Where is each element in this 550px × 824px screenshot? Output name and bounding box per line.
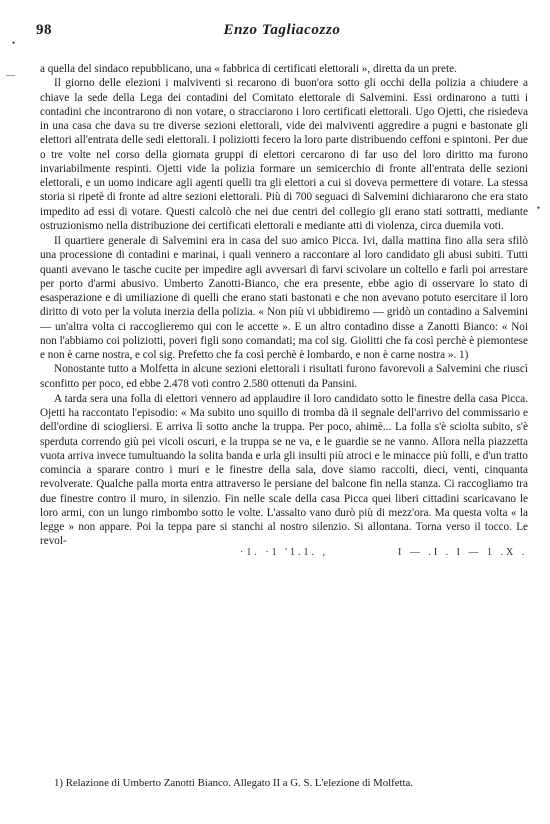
paragraph-results: Nonostante tutto a Molfetta in alcune sezioni elettorali i risultati furono favorevoli a Salvemini che riuscì sconfitto per poco, ed ebbe 2.478 voti contro 2.580 ottenuti da Pansini.	[40, 363, 528, 390]
margin-mark-right: •	[536, 203, 540, 213]
footnote: 1) Relazione di Umberto Zanotti Bianco. Allegato II a G. S. L'elezione di Molfetta.	[54, 777, 414, 789]
paragraph-continuation: a quella del sindaco repubblicano, una « fabbrica di certificati elettorali », diretta da un prete.	[40, 63, 457, 75]
paragraph-late-evening: A tarda sera una folla di elettori vennero ad applaudire il loro candidato sotto le finestre della casa Picca. Ojetti ha raccontato l'episodio: « Ma subito uno squillo di tromba dà il segnale dell'arrivo del commissario e dell'ordine di sciogliersi. E arriva lì sotto anche la truppa. Per poco, ahimè... La folla s'è sciolta subito, s'è sperduta correndo giù pei vicoli oscuri, e la truppa se ne va, e le guardie se ne vanno. Allora nella piazzetta vuota arriva invece tumultuando la solita banda e urla gli insulti più atroci e le minacce più folli, e d'un tratto comincia a sparare contro i muri e le finestre della sala, dove siamo raccolti, dieci, venti, cinquanta revolverate. Qualche palla morta entra attraverso le persiane del balcone fin nella stanza. Ci raccogliamo tra due finestre contro il muro, in silenzio. Fin nelle scale della casa Picca quei liberi cittadini scaricavano le loro armi, con un lungo rimbombo sotto le volte. L'assalto vano durò più di mezz'ora. Ma questa volta « la legge » non appare. Poi la teppa pare si stanchi al nostro silenzio. Si allontana. Torna verso il tocco. Le revol-	[40, 392, 528, 548]
running-head: Enzo Tagliacozzo	[223, 22, 341, 38]
body-text	[40, 62, 528, 549]
paragraph-headquarters: Il quartiere generale di Salvemini era in casa del suo amico Picca. Ivi, dalla mattina fino alla sera sfilò una processione di contadini e marinai, i quali vennero a raccontare al loro candidato gli abusi subiti. Tutti quanti avevano le tasche cucite per impedire agli avversari di farvi scivolare un coltello e farli poi arrestare per porto d'armi abusivo. Umberto Zanotti-Bianco, che era presente, ebbe agio di osservare lo stato di esasperazione e di umiliazione di quelli che erano stati bastonati e che non avevano potuto esercitare il loro diritto di voto per la voluta inerzia della polizia. « Non più vi ubbidiremo — gridò un contadino a Salvemini — un'altra volta ci raccoglieremo qui con le accette ». E un altro contadino disse a Zanotti Bianco: « Noi non l'abbiamo coi poliziotti, poveri figli sono comandati; ma col sig. Giolitti che fa così perchè è piemontese e non è carne nostra, e col sig. Prefetto che fa così perchè è lombardo, e non è carne nostra ». 1)	[40, 235, 528, 361]
margin-dash: —	[6, 70, 15, 80]
bottom-fragment-right: I — .I . I — 1 .X .	[398, 547, 528, 558]
paragraph-election-day: Il giorno delle elezioni i malviventi si recarono di buon'ora sotto gli occhi della polizia a chiudere a chiave la sede della Lega dei contadini del Comitato elettorale di Salvemini. Essi ordinarono a tutti i contadini che incontrarono di non votare, o stracciarono i loro certificati elettorali. Ugo Ojetti, che risiedeva in una casa che dava su tre diverse sezioni elettorali, vide dei malviventi aggredire a pugni e bastonate gli elettori all'entrata delle sedi elettorali. I poliziotti fecero la loro parte distribuendo ceffoni e spintoni. Per due o tre volte nel corso della giornata gruppi di elettori cercarono di far uso del loro diritto ma furono invariabilmente respinti. Ojetti vide la polizia formare un semicerchio di fronte all'entrata delle sezioni elettorali, e un uomo indicare agli agenti quelli tra gli elettori a cui si doveva permettere di votare. La stessa storia si ripetè di fronte ad altre sezioni elettorali. Più di 700 seguaci di Salvemini dichiararono che era stato impedito ad essi di votare. Questi calcolò che nei due centri del collegio gli erano stati sottratti, mediante ostruzionismo nella distribuzione dei certificati elettorali e mediante atti di violenza, circa duemila voti.	[40, 77, 528, 232]
page-header	[36, 22, 528, 46]
bottom-fragment-left: ·1. ·1 '1.1. ,	[240, 547, 328, 558]
margin-mark-left: •	[12, 38, 16, 48]
page-number: 98	[36, 22, 52, 38]
